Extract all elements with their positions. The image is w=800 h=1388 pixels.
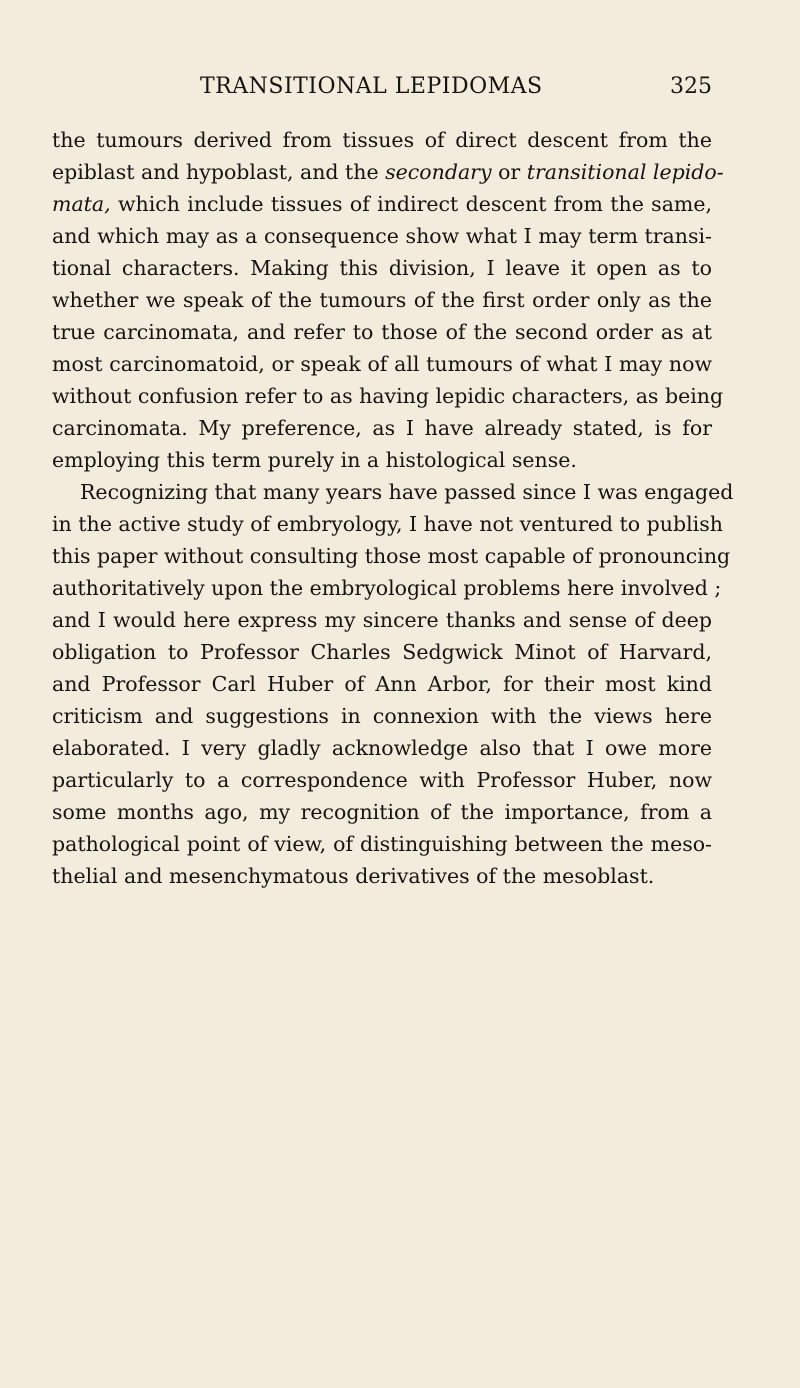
text-line: pathological point of view, of distinguishing between the meso-: [52, 832, 712, 856]
text-line: true carcinomata, and refer to those of the second order as at: [52, 320, 712, 344]
text-line: elaborated. I very gladly acknowledge also that I owe more: [52, 736, 712, 760]
text-line: and I would here express my sincere thanks and sense of deep: [52, 608, 712, 632]
text-line: mata, which include tissues of indirect descent from the same,: [52, 192, 712, 216]
running-title: TRANSITIONAL LEPIDOMAS: [200, 74, 543, 99]
text-line: obligation to Professor Charles Sedgwick Minot of Harvard,: [52, 640, 712, 664]
text-line: and Professor Carl Huber of Ann Arbor, for their most kind: [52, 672, 712, 696]
italic-term: secondary: [385, 160, 492, 184]
text-line: in the active study of embryology, I have not ventured to publish: [52, 512, 723, 536]
text-line: employing this term purely in a histological sense.: [52, 448, 577, 472]
text-line: epiblast and hypoblast, and the secondary or transitional lepido-: [52, 160, 724, 184]
text-line: some months ago, my recognition of the importance, from a: [52, 800, 712, 824]
text-line: criticism and suggestions in connexion with the views here: [52, 704, 712, 728]
text-line: whether we speak of the tumours of the first order only as the: [52, 288, 712, 312]
text-line: Recognizing that many years have passed since I was engaged: [80, 480, 734, 504]
italic-term: transitional lepido-: [526, 160, 724, 184]
running-head: [52, 74, 712, 106]
body-text: [52, 124, 734, 892]
text-line: the tumours derived from tissues of direct descent from the: [52, 128, 712, 152]
text-line: particularly to a correspondence with Professor Huber, now: [52, 768, 712, 792]
text-line: this paper without consulting those most capable of pronouncing: [52, 544, 731, 568]
text-line: authoritatively upon the embryological problems here involved ;: [52, 576, 722, 600]
italic-term: mata,: [52, 192, 111, 216]
text-line: tional characters. Making this division, I leave it open as to: [52, 256, 712, 280]
page-number: 325: [670, 74, 712, 99]
text-line: thelial and mesenchymatous derivatives of the mesoblast.: [52, 864, 655, 888]
text-line: without confusion refer to as having lepidic characters, as being: [52, 384, 724, 408]
text-line: and which may as a consequence show what I may term transi-: [52, 224, 712, 248]
text-line: most carcinomatoid, or speak of all tumours of what I may now: [52, 352, 712, 376]
text-line: carcinomata. My preference, as I have already stated, is for: [52, 416, 712, 440]
